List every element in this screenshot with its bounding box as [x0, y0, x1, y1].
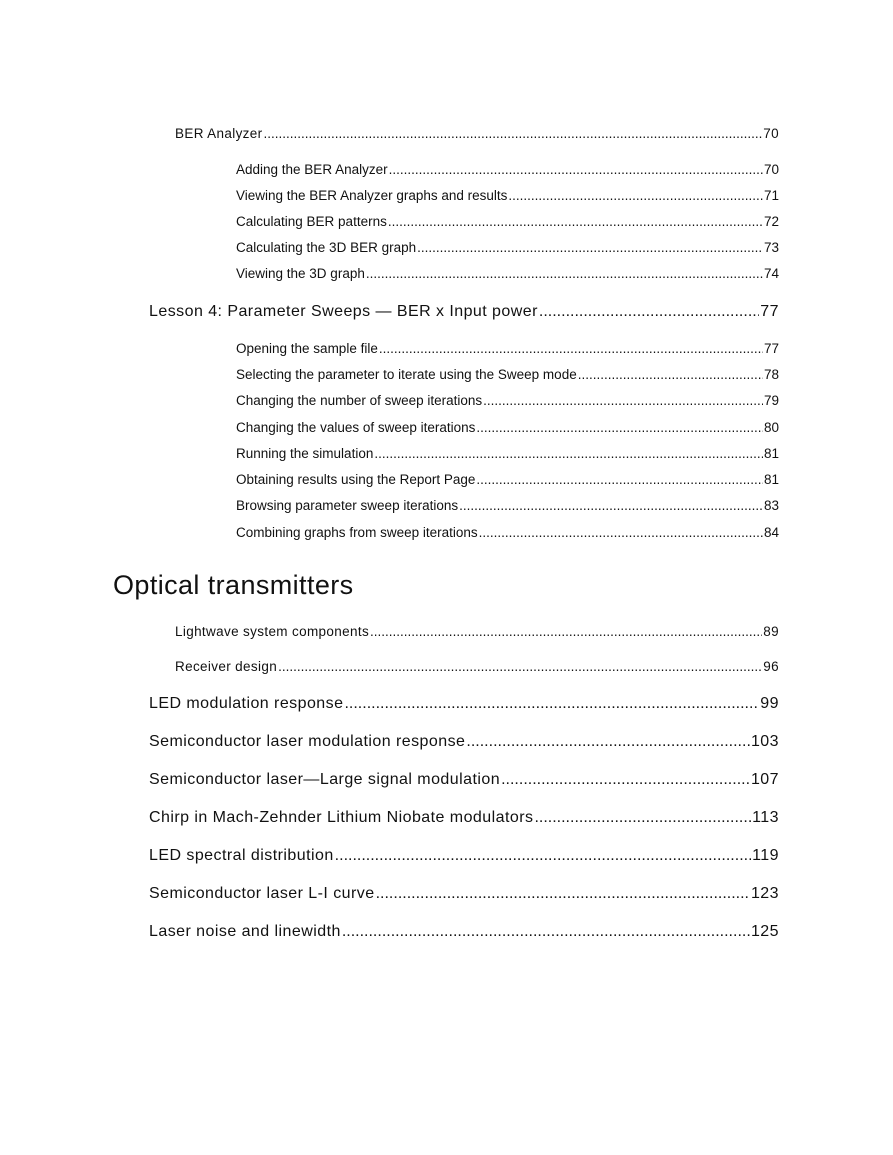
toc-entry-page: 77 — [760, 303, 779, 320]
toc-entry-page: 71 — [763, 188, 779, 203]
toc-entry-viewing-ber-graphs[interactable] — [236, 188, 779, 203]
toc-entry-label: Calculating BER patterns — [236, 214, 387, 229]
toc-entry-obtaining-results[interactable] — [236, 472, 779, 487]
toc-entry-chirp-mach-zehnder[interactable] — [149, 809, 779, 827]
toc-entry-label: Opening the sample file — [236, 341, 378, 356]
toc-entry-page: 123 — [750, 885, 779, 902]
toc-entry-led-modulation[interactable] — [149, 695, 779, 713]
toc-entry-label: Lightwave system components — [175, 624, 370, 639]
dot-leader — [479, 525, 763, 540]
dot-leader — [379, 341, 763, 356]
dot-leader — [388, 214, 763, 229]
toc-entry-adding-ber-analyzer[interactable] — [236, 162, 779, 177]
toc-entry-laser-li-curve[interactable] — [149, 885, 779, 903]
dot-leader — [370, 624, 762, 639]
toc-entry-page: 125 — [750, 923, 779, 940]
toc-entry-page: 79 — [763, 393, 779, 408]
toc-entry-label: Semiconductor laser modulation response — [149, 733, 466, 750]
toc-entry-label: Calculating the 3D BER graph — [236, 240, 417, 255]
toc-entry-changing-values-iterations[interactable] — [236, 420, 779, 435]
toc-entry-running-simulation[interactable] — [236, 446, 779, 461]
toc-entry-page: 89 — [763, 624, 779, 639]
dot-leader — [376, 885, 750, 903]
toc-entry-page: 81 — [763, 472, 779, 487]
toc-entry-label: Viewing the BER Analyzer graphs and results — [236, 188, 508, 203]
toc-entry-combining-graphs[interactable] — [236, 525, 779, 540]
toc-entry-viewing-3d-graph[interactable] — [236, 266, 779, 281]
dot-leader — [501, 771, 750, 789]
dot-leader — [578, 367, 763, 382]
toc-entry-label: Adding the BER Analyzer — [236, 162, 388, 177]
dot-leader — [459, 498, 763, 513]
toc-entry-page: 74 — [763, 266, 779, 281]
toc-entry-calculating-3d-ber[interactable] — [236, 240, 779, 255]
section-title: Optical transmitters — [113, 570, 354, 600]
toc-entry-label: Semiconductor laser L-I curve — [149, 885, 375, 902]
toc-entry-label: Chirp in Mach-Zehnder Lithium Niobate modulators — [149, 809, 534, 826]
toc-entry-label: Selecting the parameter to iterate using the Sweep mode — [236, 367, 577, 382]
toc-entry-calculating-ber-patterns[interactable] — [236, 214, 779, 229]
toc-entry-label: Running the simulation — [236, 446, 374, 461]
dot-leader — [374, 446, 763, 461]
dot-leader — [264, 126, 763, 141]
toc-entry-label: Changing the values of sweep iterations — [236, 420, 476, 435]
toc-entry-label: Receiver design — [175, 659, 278, 674]
toc-entry-label: Viewing the 3D graph — [236, 266, 365, 281]
toc-entry-page: 84 — [763, 525, 779, 540]
toc-entry-page: 103 — [750, 733, 779, 750]
dot-leader — [539, 303, 759, 321]
toc-entry-label: Changing the number of sweep iterations — [236, 393, 483, 408]
toc-entry-laser-noise[interactable] — [149, 923, 779, 941]
dot-leader — [389, 162, 763, 177]
toc-entry-label: Semiconductor laser—Large signal modulation — [149, 771, 501, 788]
dot-leader — [366, 266, 763, 281]
toc-entry-label: LED modulation response — [149, 695, 344, 712]
dot-leader — [344, 695, 759, 713]
toc-entry-page: 72 — [763, 214, 779, 229]
toc-entry-label: BER Analyzer — [175, 126, 263, 141]
toc-entry-opening-sample-file[interactable] — [236, 341, 779, 356]
toc-entry-selecting-parameter[interactable] — [236, 367, 779, 382]
dot-leader — [466, 733, 750, 751]
toc-entry-page: 99 — [760, 695, 779, 712]
toc-entry-page: 77 — [763, 341, 779, 356]
toc-entry-page: 81 — [763, 446, 779, 461]
toc-entry-page: 119 — [752, 847, 779, 864]
toc-entry-receiver-design[interactable] — [175, 659, 779, 674]
dot-leader — [483, 393, 763, 408]
toc-entry-page: 73 — [763, 240, 779, 255]
toc-entry-lightwave-components[interactable] — [175, 624, 779, 639]
toc-entry-page: 70 — [763, 162, 779, 177]
dot-leader — [508, 188, 763, 203]
dot-leader — [342, 923, 750, 941]
toc-entry-changing-number-iterations[interactable] — [236, 393, 779, 408]
dot-leader — [476, 472, 763, 487]
dot-leader — [534, 809, 751, 827]
toc-entry-laser-large-signal[interactable] — [149, 771, 779, 789]
toc-entry-label: Lesson 4: Parameter Sweeps — BER x Input power — [149, 303, 538, 320]
toc-entry-browsing-iterations[interactable] — [236, 498, 779, 513]
toc-entry-ber-analyzer[interactable] — [175, 126, 779, 141]
toc-entry-page: 83 — [763, 498, 779, 513]
toc-entry-laser-modulation-response[interactable] — [149, 733, 779, 751]
dot-leader — [417, 240, 763, 255]
toc-entry-lesson-4[interactable] — [149, 303, 779, 321]
toc-entry-page: 113 — [752, 809, 779, 826]
toc-entry-label: Combining graphs from sweep iterations — [236, 525, 478, 540]
dot-leader — [278, 659, 762, 674]
toc-entry-label: Browsing parameter sweep iterations — [236, 498, 459, 513]
toc-entry-led-spectral[interactable] — [149, 847, 779, 865]
dot-leader — [476, 420, 763, 435]
toc-entry-page: 107 — [750, 771, 779, 788]
toc-entry-page: 78 — [763, 367, 779, 382]
toc-entry-page: 70 — [763, 126, 779, 141]
toc-entry-page: 96 — [763, 659, 779, 674]
toc-entry-label: Obtaining results using the Report Page — [236, 472, 476, 487]
dot-leader — [335, 847, 751, 865]
toc-entry-page: 80 — [763, 420, 779, 435]
toc-entry-label: Laser noise and linewidth — [149, 923, 341, 940]
toc-entry-label: LED spectral distribution — [149, 847, 334, 864]
